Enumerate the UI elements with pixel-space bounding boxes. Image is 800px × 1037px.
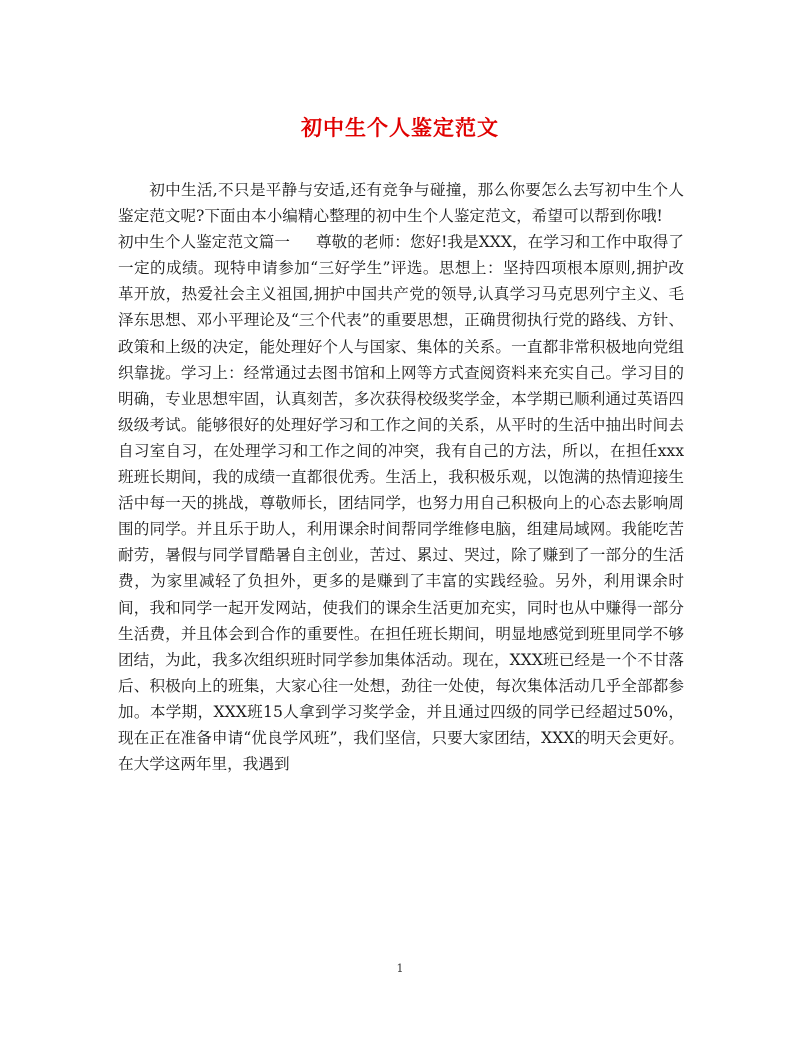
page-number: 1: [396, 962, 404, 975]
section-body: 尊敬的老师：您好!我是XXX，在学习和工作中取得了一定的成绩。现特申请参加“三好学生”评选。思想上：坚持四项根本原则,拥护改革开放，热爱社会主义祖国,拥护中国共产党的领导,认真学习马克思列宁主义、毛泽东思想、邓小平理论及“三个代表”的重要思想，正确贯彻执行党的路线、方针、政策和上级的决定，能处理好个人与国家、集体的关系。一直都非常积极地向党组织靠拢。学习上：经常通过去图书馆和上网等方式查阅资料来充实自己。学习目的明确，专业思想牢固，认真刻苦，多次获得校级奖学金，本学期已顺利通过英语四级级考试。能够很好的处理好学习和工作之间的关系，从平时的生活中抽出时间去自习室自习，在处理学习和工作之间的冲突，我有自己的方法，所以，在担任xxx班班长期间，我的成绩一直都很优秀。生活上，我积极乐观，以饱满的热情迎接生活中每一天的挑战，尊敬师长，团结同学，也努力用自己积极向上的心态去影响周围的同学。并且乐于助人，利用课余时间帮同学维修电脑，组建局域网。我能吃苦耐劳，暑假与同学冒酷暑自主创业，苦过、累过、哭过，除了赚到了一部分的生活费，为家里减轻了负担外，更多的是赚到了丰富的实践经验。另外，利用课余时间，我和同学一起开发网站，使我们的课余生活更加充实，同时也从中赚得一部分生活费，并且体会到合作的重要性。在担任班长期间，明显地感觉到班里同学不够团结，为此，我多次组织班时同学参加集体活动。现在，XXX班已经是一个不甘落后、积极向上的班集，大家心往一处想，劲往一处使，每次集体活动几乎全部都参加。本学期，XXX班15人拿到学习奖学金，并且通过四级的同学已经超过50%，现在正在准备申请“优良学风班”，我们坚信，只要大家团结，XXX的明天会更好。 在大学这两年里，我遇到: [118, 233, 684, 774]
section-heading: 初中生个人鉴定范文篇一: [118, 233, 290, 252]
document-body: [118, 177, 684, 777]
intro-paragraph: 初中生活,不只是平静与安适,还有竞争与碰撞，那么你要怎么去写初中生个人鉴定范文呢?下面由本小编精心整理的初中生个人鉴定范文，希望可以帮到你哦!: [118, 181, 684, 226]
document-title: 初中生个人鉴定范文: [301, 115, 499, 140]
section-paragraph: [118, 229, 684, 777]
